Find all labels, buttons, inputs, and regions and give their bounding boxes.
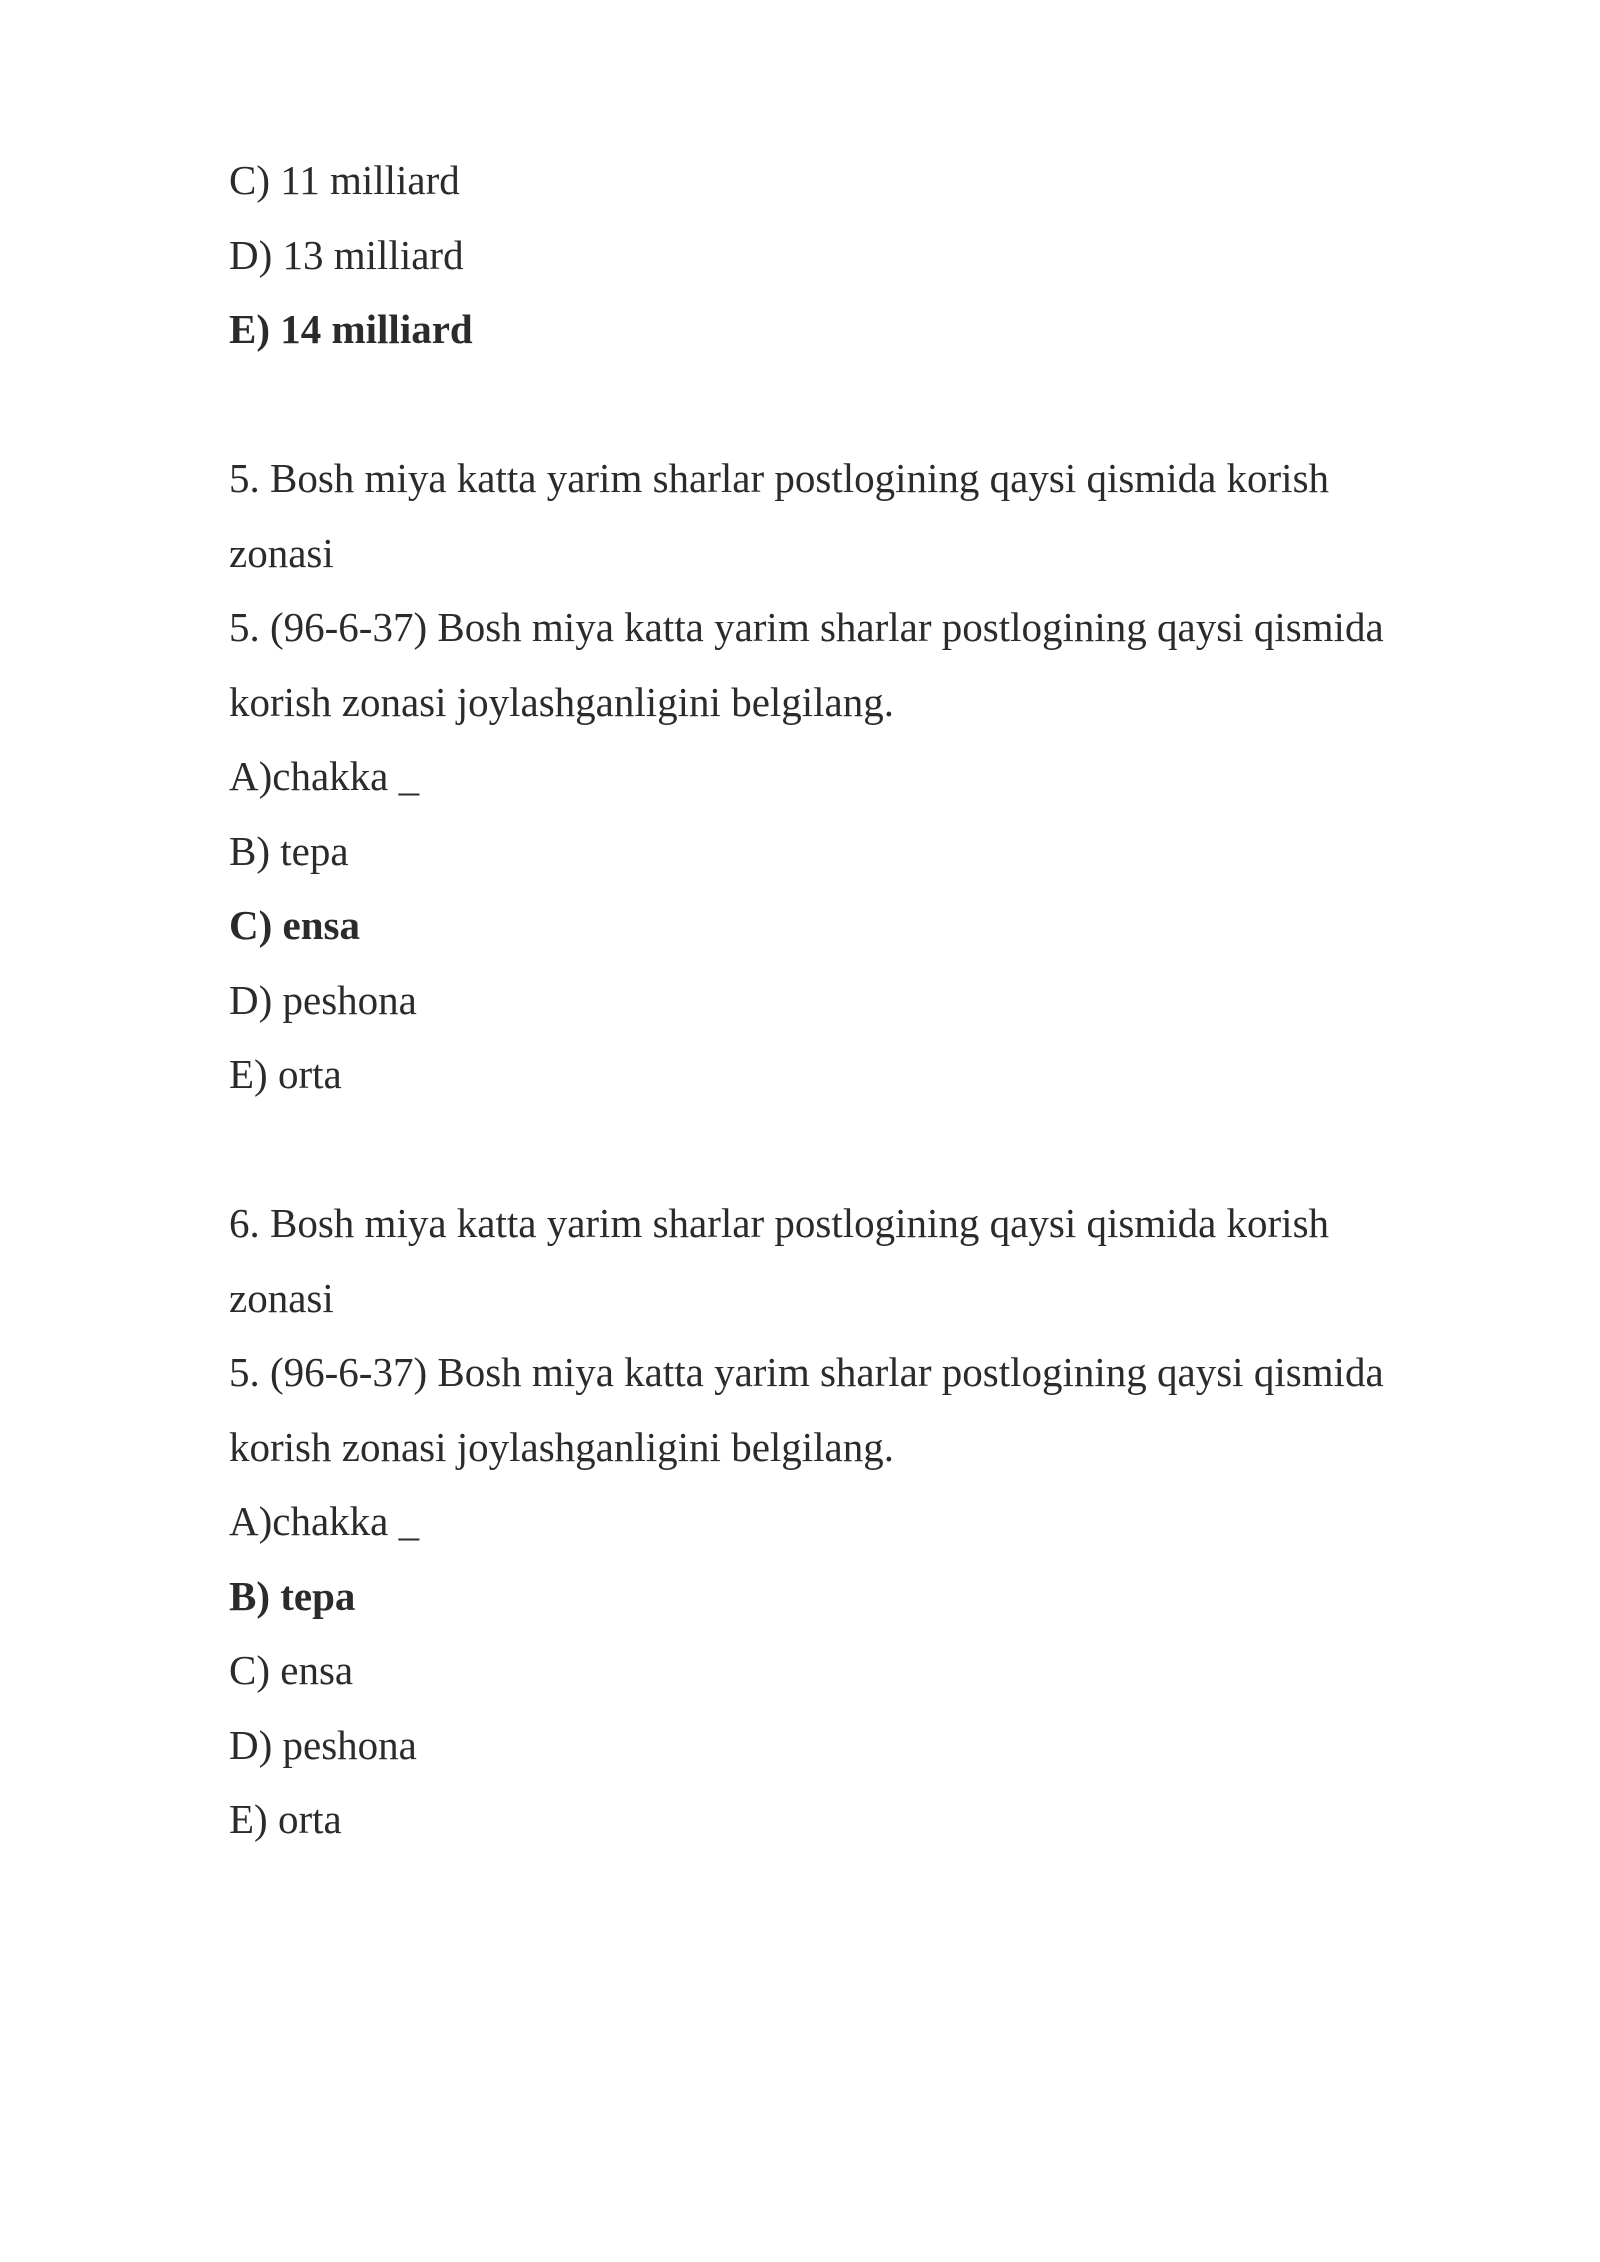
question-heading: 5. Bosh miya katta yarim sharlar postlogining qaysi qismida korish: [229, 455, 1330, 501]
answer-option-correct: E) 14 milliard: [229, 306, 473, 352]
answer-option: A)chakka _: [229, 1498, 420, 1544]
question-body: 5. (96-6-37) Bosh miya katta yarim sharlar postlogining qaysi qismida: [229, 604, 1384, 650]
answer-option: B) tepa: [229, 827, 349, 874]
question-body: korish zonasi joylashganligini belgilang.: [229, 678, 895, 725]
question-heading: zonasi: [229, 529, 334, 576]
spacer: [229, 367, 1459, 442]
question-5: [229, 441, 1459, 1112]
previous-question-options: [229, 143, 1459, 367]
answer-option: D) 13 milliard: [229, 231, 464, 278]
question-heading: zonasi: [229, 1274, 334, 1321]
answer-option-correct: C) ensa: [229, 902, 360, 948]
answer-option-correct: B) tepa: [229, 1572, 356, 1619]
answer-option: C) 11 milliard: [229, 157, 460, 203]
answer-option: C) ensa: [229, 1647, 354, 1693]
answer-option: A)chakka _: [229, 753, 420, 799]
question-heading: 6. Bosh miya katta yarim sharlar postlogining qaysi qismida korish: [229, 1200, 1330, 1246]
spacer: [229, 1112, 1459, 1187]
answer-option: D) peshona: [229, 1721, 417, 1768]
answer-option: E) orta: [229, 1051, 342, 1097]
answer-option: E) orta: [229, 1796, 342, 1842]
document-page: [229, 143, 1459, 1857]
answer-option: D) peshona: [229, 976, 417, 1023]
question-body: korish zonasi joylashganligini belgilang.: [229, 1423, 895, 1470]
question-body: 5. (96-6-37) Bosh miya katta yarim sharlar postlogining qaysi qismida: [229, 1349, 1384, 1395]
question-6: [229, 1186, 1459, 1857]
